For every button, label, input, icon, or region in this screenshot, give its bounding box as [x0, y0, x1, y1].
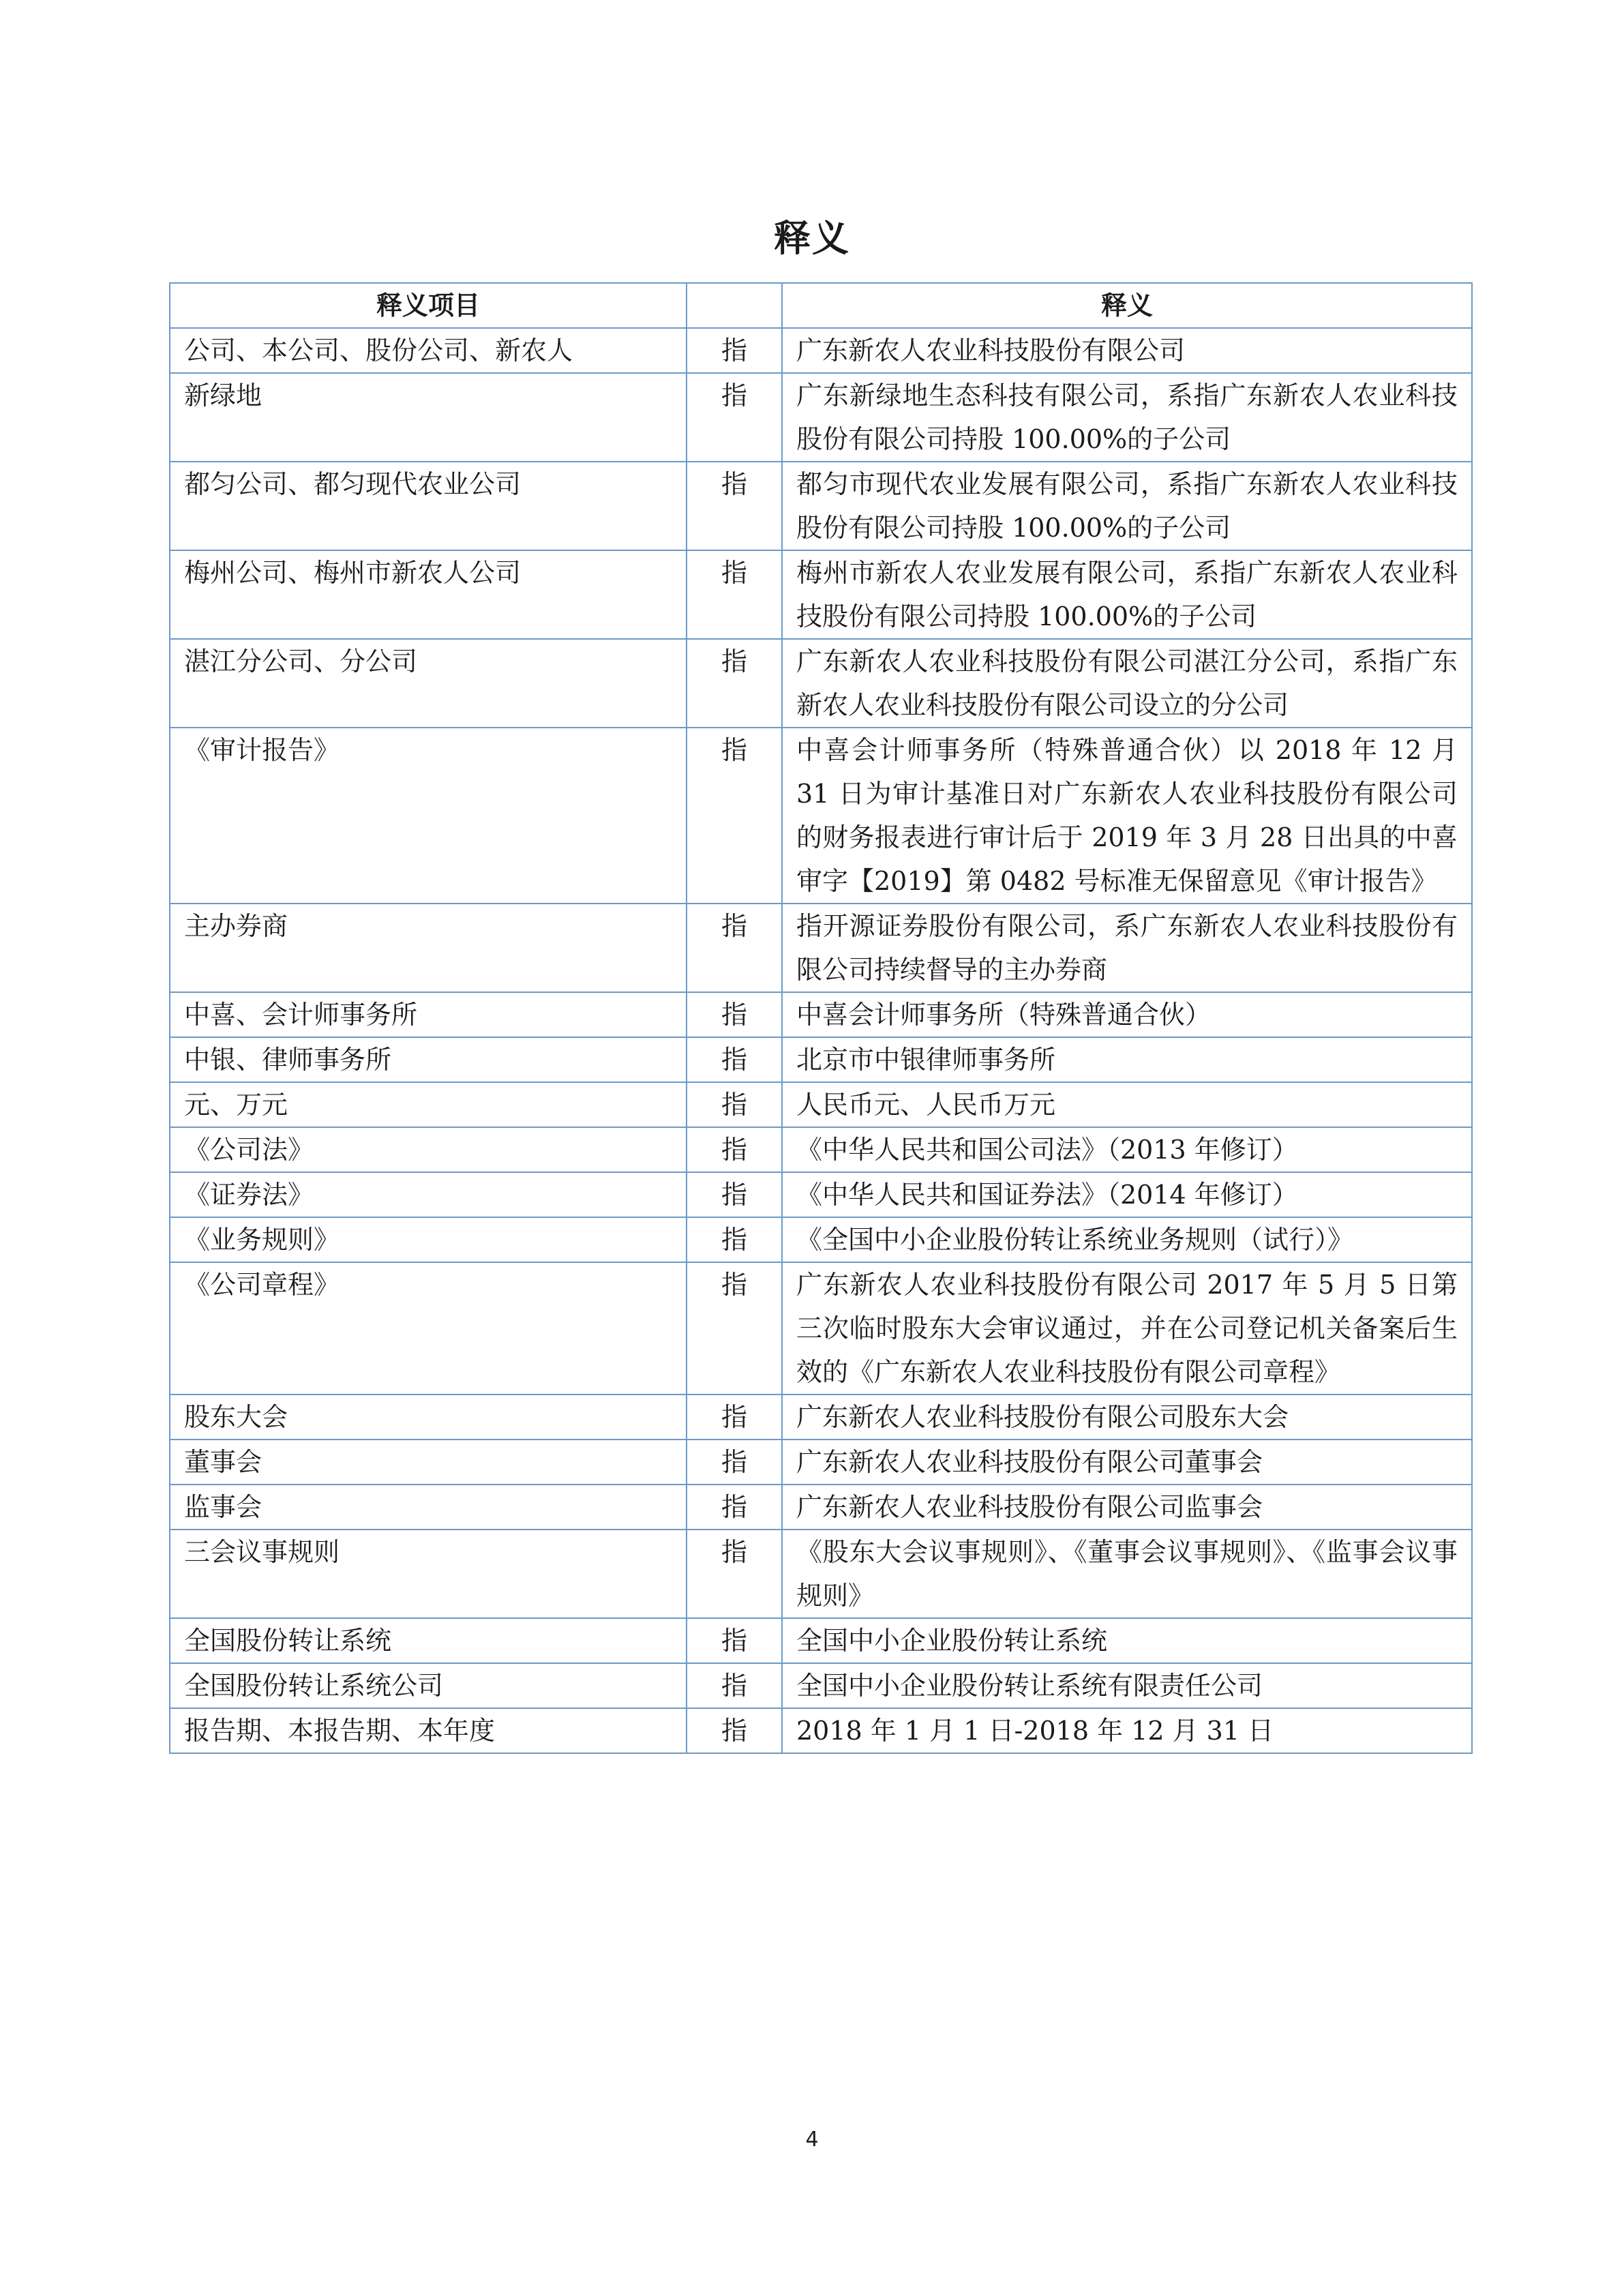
term-cell: 全国股份转让系统: [170, 1618, 687, 1663]
table-row: [170, 1440, 1472, 1485]
table-row: [170, 1217, 1472, 1262]
term-cell: 主办券商: [170, 904, 687, 992]
header-ref: [687, 283, 782, 328]
table-row: [170, 1262, 1472, 1395]
definition-cell: 广东新农人农业科技股份有限公司股东大会: [782, 1395, 1472, 1440]
definition-cell: 中喜会计师事务所（特殊普通合伙）以 2018 年 12 月 31 日为审计基准日对广东新农人农业科技股份有限公司的财务报表进行审计后于 2019 年 3 月 28 日出具的中喜审字【2019】第 0482 号标准无保留意见《审计报告》: [782, 728, 1472, 904]
ref-cell: 指: [687, 373, 782, 462]
term-cell: 《公司章程》: [170, 1262, 687, 1395]
definition-cell: 《中华人民共和国公司法》（2013 年修订）: [782, 1127, 1472, 1172]
definition-cell: 《全国中小企业股份转让系统业务规则（试行）》: [782, 1217, 1472, 1262]
definition-cell: 全国中小企业股份转让系统: [782, 1618, 1472, 1663]
table-row: [170, 328, 1472, 373]
page-title: 释义: [774, 217, 850, 260]
term-cell: 股东大会: [170, 1395, 687, 1440]
ref-cell: 指: [687, 1395, 782, 1440]
table-row: [170, 992, 1472, 1037]
ref-cell: 指: [687, 1037, 782, 1082]
ref-cell: 指: [687, 1485, 782, 1530]
definition-cell: 指开源证券股份有限公司，系广东新农人农业科技股份有限公司持续督导的主办券商: [782, 904, 1472, 992]
table-row: [170, 462, 1472, 550]
term-cell: 《公司法》: [170, 1127, 687, 1172]
ref-cell: 指: [687, 992, 782, 1037]
term-cell: 中银、律师事务所: [170, 1037, 687, 1082]
ref-cell: 指: [687, 1172, 782, 1217]
definition-cell: 人民币元、人民币万元: [782, 1082, 1472, 1127]
term-cell: 都匀公司、都匀现代农业公司: [170, 462, 687, 550]
table-row: [170, 1485, 1472, 1530]
definition-cell: 广东新农人农业科技股份有限公司湛江分公司，系指广东新农人农业科技股份有限公司设立的分公司: [782, 639, 1472, 728]
term-cell: 新绿地: [170, 373, 687, 462]
table-row: [170, 373, 1472, 462]
ref-cell: 指: [687, 639, 782, 728]
term-cell: 监事会: [170, 1485, 687, 1530]
table-header-row: [170, 283, 1472, 328]
definition-cell: 广东新农人农业科技股份有限公司 2017 年 5 月 5 日第三次临时股东大会审议通过，并在公司登记机关备案后生效的《广东新农人农业科技股份有限公司章程》: [782, 1262, 1472, 1395]
ref-cell: 指: [687, 728, 782, 904]
table-row: [170, 1530, 1472, 1618]
ref-cell: 指: [687, 1530, 782, 1618]
definition-cell: 广东新农人农业科技股份有限公司董事会: [782, 1440, 1472, 1485]
table-row: [170, 1127, 1472, 1172]
ref-cell: 指: [687, 550, 782, 639]
ref-cell: 指: [687, 1663, 782, 1708]
table-row: [170, 904, 1472, 992]
ref-cell: 指: [687, 328, 782, 373]
ref-cell: 指: [687, 1262, 782, 1395]
table-row: [170, 1663, 1472, 1708]
definition-cell: 北京市中银律师事务所: [782, 1037, 1472, 1082]
definition-cell: 中喜会计师事务所（特殊普通合伙）: [782, 992, 1472, 1037]
term-cell: 元、万元: [170, 1082, 687, 1127]
ref-cell: 指: [687, 462, 782, 550]
term-cell: 《审计报告》: [170, 728, 687, 904]
ref-cell: 指: [687, 1708, 782, 1753]
definition-cell: 广东新农人农业科技股份有限公司: [782, 328, 1472, 373]
term-cell: 全国股份转让系统公司: [170, 1663, 687, 1708]
definition-cell: 广东新农人农业科技股份有限公司监事会: [782, 1485, 1472, 1530]
table-row: [170, 1395, 1472, 1440]
ref-cell: 指: [687, 1127, 782, 1172]
header-definition: 释义: [782, 283, 1472, 328]
table-row: [170, 1618, 1472, 1663]
definition-cell: 广东新绿地生态科技有限公司，系指广东新农人农业科技股份有限公司持股 100.00%的子公司: [782, 373, 1472, 462]
definitions-table: [169, 282, 1473, 1754]
term-cell: 报告期、本报告期、本年度: [170, 1708, 687, 1753]
term-cell: 梅州公司、梅州市新农人公司: [170, 550, 687, 639]
table-row: [170, 1708, 1472, 1753]
definition-cell: 梅州市新农人农业发展有限公司，系指广东新农人农业科技股份有限公司持股 100.00%的子公司: [782, 550, 1472, 639]
term-cell: 董事会: [170, 1440, 687, 1485]
ref-cell: 指: [687, 1440, 782, 1485]
ref-cell: 指: [687, 904, 782, 992]
ref-cell: 指: [687, 1082, 782, 1127]
term-cell: 湛江分公司、分公司: [170, 639, 687, 728]
ref-cell: 指: [687, 1618, 782, 1663]
table-row: [170, 639, 1472, 728]
term-cell: 《业务规则》: [170, 1217, 687, 1262]
term-cell: 三会议事规则: [170, 1530, 687, 1618]
term-cell: 中喜、会计师事务所: [170, 992, 687, 1037]
term-cell: 《证券法》: [170, 1172, 687, 1217]
table-row: [170, 1172, 1472, 1217]
ref-cell: 指: [687, 1217, 782, 1262]
table-row: [170, 1037, 1472, 1082]
definition-cell: 都匀市现代农业发展有限公司，系指广东新农人农业科技股份有限公司持股 100.00%的子公司: [782, 462, 1472, 550]
term-cell: 公司、本公司、股份公司、新农人: [170, 328, 687, 373]
definition-cell: 全国中小企业股份转让系统有限责任公司: [782, 1663, 1472, 1708]
definition-cell: 《股东大会议事规则》、《董事会议事规则》、《监事会议事规则》: [782, 1530, 1472, 1618]
table-row: [170, 550, 1472, 639]
table-row: [170, 728, 1472, 904]
table-row: [170, 1082, 1472, 1127]
header-term: 释义项目: [170, 283, 687, 328]
page-number: 4: [805, 2128, 819, 2151]
definition-cell: 《中华人民共和国证券法》（2014 年修订）: [782, 1172, 1472, 1217]
definition-cell: 2018 年 1 月 1 日-2018 年 12 月 31 日: [782, 1708, 1472, 1753]
